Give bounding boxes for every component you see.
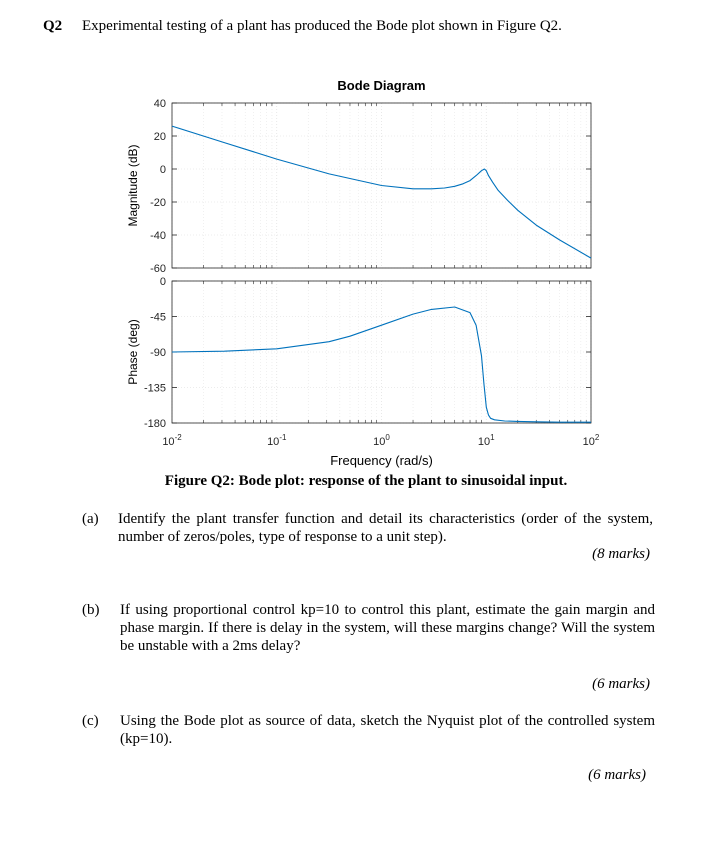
- x-axis-label: Frequency (rad/s): [330, 453, 433, 468]
- part-a-text: Identify the plant transfer function and detail its characteristics (order of the system, number of zeros/poles, type of response to a unit step).: [118, 511, 653, 545]
- x-tick-label: $10^1$: [477, 433, 495, 448]
- part-a-label: (a): [82, 511, 99, 527]
- phase-y-tick-label: 0: [159, 276, 166, 288]
- question-intro: Experimental testing of a plant has produced the Bode plot shown in Figure Q2.: [82, 18, 562, 34]
- phase-y-tick-label: -90: [150, 347, 166, 359]
- part-b-label: (b): [82, 602, 100, 618]
- part-c-label: (c): [82, 713, 99, 729]
- part-a-marks: (8 marks): [592, 546, 650, 562]
- mag-y-tick-label: -60: [150, 263, 166, 275]
- part-c-text: Using the Bode plot as source of data, sketch the Nyquist plot of the controlled system (kp=10).: [120, 713, 655, 747]
- chart-title: Bode Diagram: [337, 78, 426, 93]
- x-tick-label: $10^{-2}$: [162, 433, 182, 448]
- phase-y-axis-label: Phase (deg): [126, 319, 140, 385]
- question-number: Q2: [43, 18, 63, 34]
- mag-y-tick-label: -20: [150, 197, 166, 209]
- mag-y-tick-label: 40: [153, 98, 166, 110]
- x-tick-label: $10^0$: [373, 433, 390, 448]
- phase-y-tick-label: -135: [143, 382, 166, 395]
- part-c-marks: (6 marks): [588, 767, 646, 783]
- figure-caption: Figure Q2: Bode plot: response of the plant to sinusoidal input.: [164, 473, 568, 489]
- phase-y-tick-label: -180: [143, 418, 166, 430]
- x-tick-label: $10^2$: [582, 433, 600, 448]
- mag-y-tick-label: 0: [159, 164, 166, 176]
- x-tick-label: $10^{-1}$: [267, 433, 287, 448]
- phase-y-tick-label: -45: [150, 311, 166, 324]
- mag-y-axis-label: Magnitude (dB): [126, 144, 140, 227]
- mag-y-tick-label: 20: [153, 131, 166, 143]
- mag-y-tick-label: -40: [150, 230, 166, 242]
- part-b-marks: (6 marks): [592, 676, 650, 692]
- part-b-text: If using proportional control kp=10 to control this plant, estimate the gain margin and phase margin. If there is delay in the system, will these margins change? Will the system be unstable with a 2ms delay?: [120, 602, 655, 654]
